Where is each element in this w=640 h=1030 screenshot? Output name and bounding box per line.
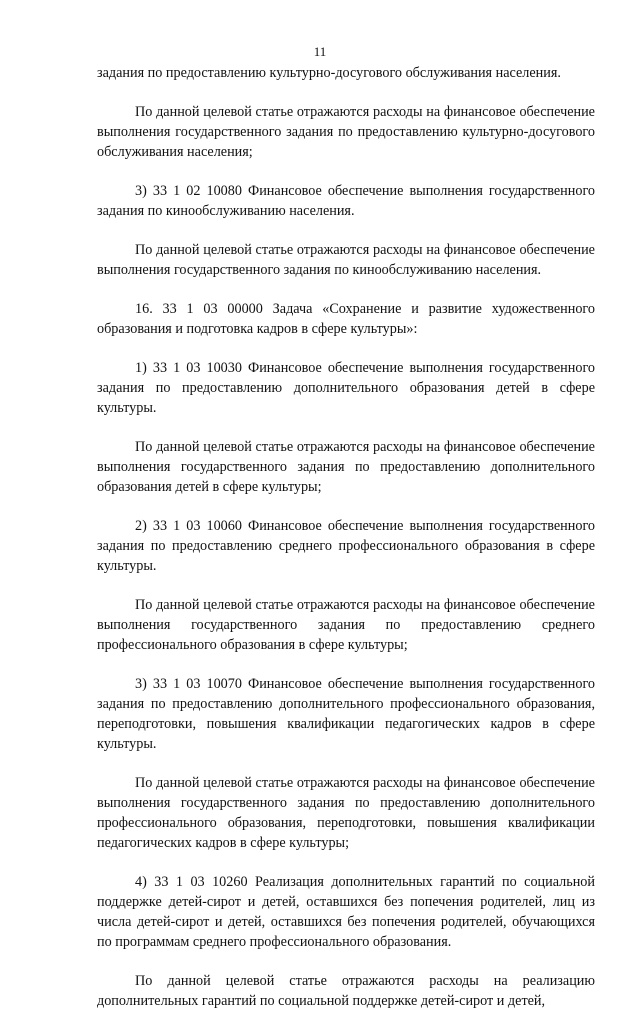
paragraph-item: 1) 33 1 03 10030 Финансовое обеспечение выполнения государственного задания по предоставлению дополнительного образования детей в сфере культуры. (97, 360, 595, 416)
paragraph: По данной целевой статье отражаются расходы на финансовое обеспечение выполнения государственного задания по предоставлению среднего профессионального образования в сфере культуры; (97, 597, 595, 653)
paragraph: По данной целевой статье отражаются расходы на финансовое обеспечение выполнения государственного задания по кинообслуживанию населения. (97, 242, 595, 278)
paragraph: По данной целевой статье отражаются расходы на реализацию дополнительных гарантий по социальной поддержке детей-сирот и детей, (97, 973, 595, 1009)
paragraph: По данной целевой статье отражаются расходы на финансовое обеспечение выполнения государственного задания по предоставлению культурно-досугового обслуживания населения; (97, 104, 595, 160)
paragraph: По данной целевой статье отражаются расходы на финансовое обеспечение выполнения государственного задания по предоставлению дополнительного профессионального образования, переподготовки, повышения квалификации педагогических кадров в сфере культуры; (97, 775, 595, 851)
page-number: 11 (313, 44, 327, 59)
paragraph-section-heading: 16. 33 1 03 00000 Задача «Сохранение и развитие художественного образования и подготовка кадров в сфере культуры»: (97, 301, 595, 337)
paragraph-item: 3) 33 1 02 10080 Финансовое обеспечение выполнения государственного задания по кинообслуживанию населения. (97, 183, 595, 219)
paragraph-item: 4) 33 1 03 10260 Реализация дополнительных гарантий по социальной поддержке детей-сирот и детей, оставшихся без попечения родителей, лиц из числа детей-сирот и детей, оставшихся без попечения родителей, обучающихся по программам среднего профессионального образования. (97, 874, 595, 950)
paragraph-item: 3) 33 1 03 10070 Финансовое обеспечение выполнения государственного задания по предоставлению дополнительного профессионального образования, переподготовки, повышения квалификации педагогических кадров в сфере культуры. (97, 676, 595, 752)
paragraph-item: 2) 33 1 03 10060 Финансовое обеспечение выполнения государственного задания по предоставлению среднего профессионального образования в сфере культуры. (97, 518, 595, 574)
paragraph: По данной целевой статье отражаются расходы на финансовое обеспечение выполнения государственного задания по предоставлению дополнительного образования детей в сфере культуры; (97, 439, 595, 495)
document-body (97, 63, 595, 1030)
paragraph-continuation: задания по предоставлению культурно-досугового обслуживания населения. (97, 65, 561, 81)
